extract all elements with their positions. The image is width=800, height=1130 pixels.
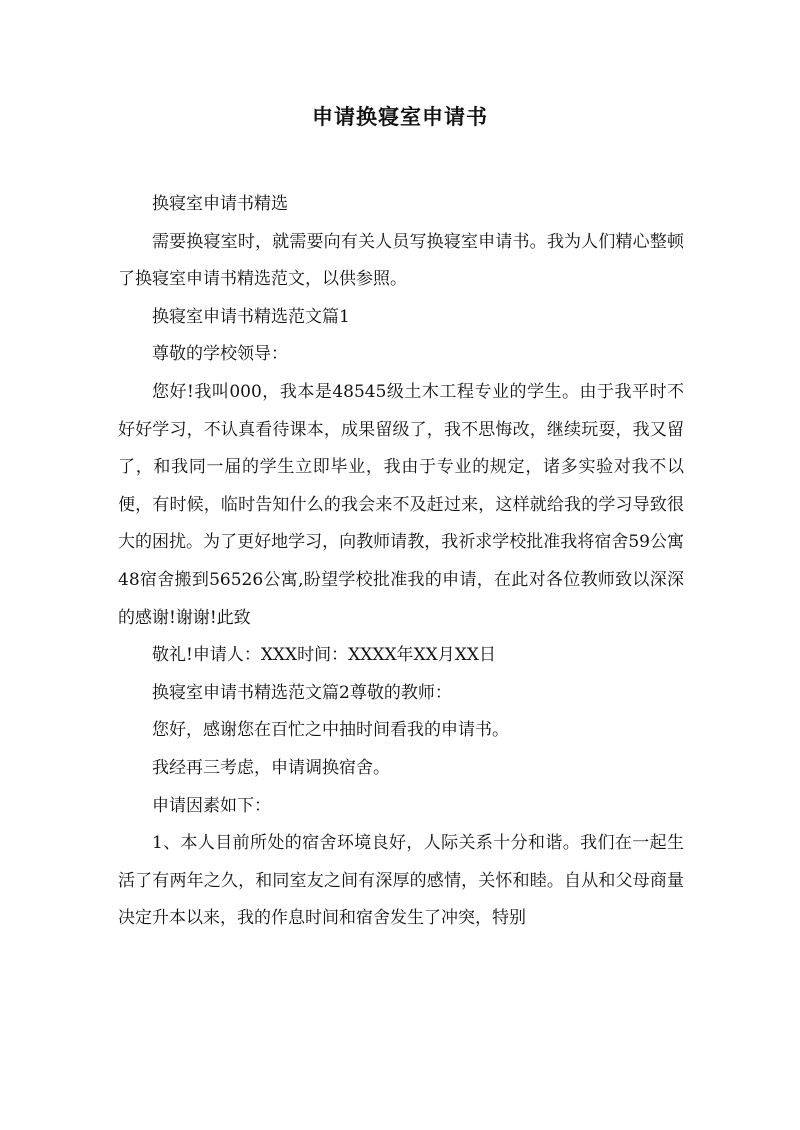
document-body [118, 186, 684, 938]
paragraph-salutation-1: 尊敬的学校领导： [152, 344, 288, 365]
paragraph-sample-1-body: 您好!我叫000，我本是48545级土木工程专业的学生。由于我平时不好好学习，不认真看待课本，成果留级了，我不思悔改，继续玩耍，我又留了，和我同一届的学生立即毕业，我由于专业的规定，诸多实验对我不以便，有时候，临时告知什么的我会来不及赶过来，这样就给我的学习导致很大的困扰。为了更好地学习，向教师请教，我祈求学校批准我将宿舍59公寓48宿舍搬到56526公寓,盼望学校批准我的申请，在此对各位教师致以深深的感谢!谢谢!此致 [118, 381, 684, 628]
paragraph-sample-2-request: 我经再三考虑，申请调换宿舍。 [152, 757, 390, 778]
paragraph-sample-1-closing: 敬礼!申请人：XXX时间：XXXX年XX月XX日 [152, 645, 496, 666]
paragraph-sample-2-heading: 换寝室申请书精选范文篇2尊敬的教师： [152, 682, 452, 703]
document-title: 申请换寝室申请书 [312, 104, 488, 129]
paragraph-sample-2-greeting: 您好，感谢您在百忙之中抽时间看我的申请书。 [152, 720, 509, 741]
paragraph-reason-1: 1、本人目前所处的宿舍环境良好，人际关系十分和谐。我们在一起生活了有两年之久，和同室友之间有深厚的感情，关怀和睦。自从和父母商量决定升本以来，我的作息时间和宿舍发生了冲突，特别 [118, 833, 684, 929]
paragraph-sample-1-heading: 换寝室申请书精选范文篇1 [152, 306, 350, 327]
paragraph-intro: 需要换寝室时，就需要向有关人员写换寝室申请书。我为人们精心整顿了换寝室申请书精选范文，以供参照。 [118, 231, 684, 290]
paragraph-reasons-heading: 申请因素如下： [152, 795, 271, 816]
paragraph-subtitle: 换寝室申请书精选 [152, 194, 288, 214]
